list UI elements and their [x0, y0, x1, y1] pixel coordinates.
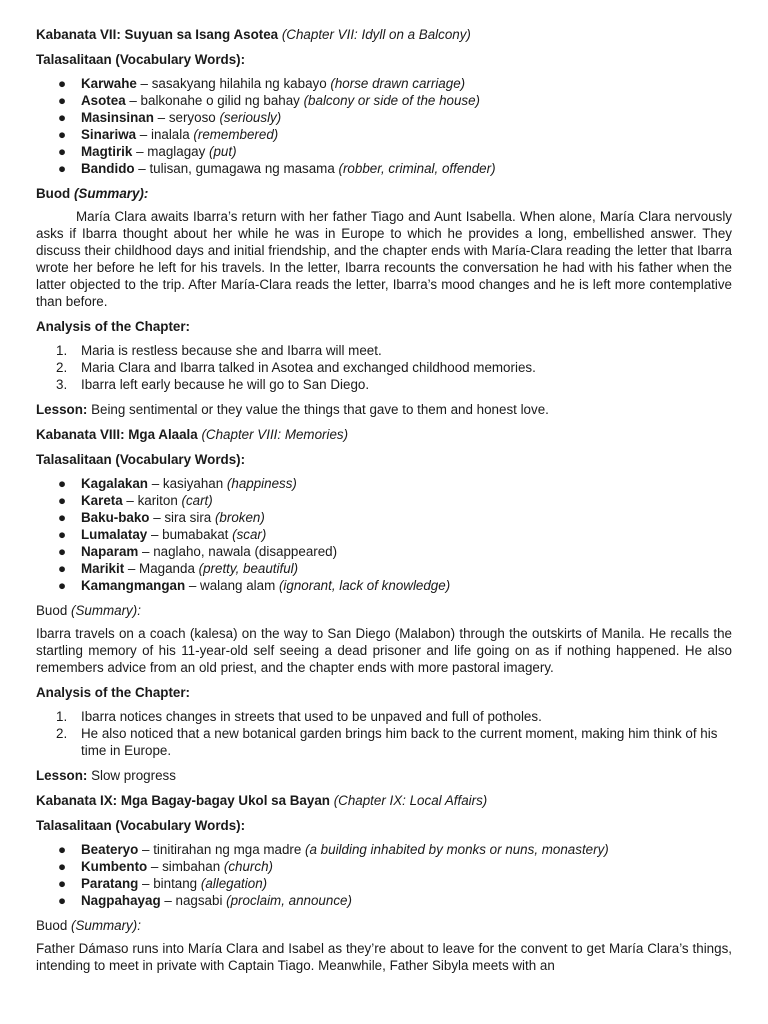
chapter-8-analysis-list: [36, 708, 732, 759]
list-item: ● Karwahe – sasakyang hilahila ng kabayo (horse drawn carriage): [58, 76, 466, 91]
bullet-icon: ●: [58, 110, 67, 125]
bullet-icon: ●: [58, 127, 67, 142]
bullet-icon: ●: [58, 578, 67, 593]
list-item: 2. Maria Clara and Ibarra talked in Asotea and exchanged childhood memories.: [56, 360, 536, 375]
list-item: ● Lumalatay – bumabakat (scar): [58, 527, 267, 542]
chapter-9-summary: Father Dámaso runs into María Clara and Isabel as they’re about to leave for the convent to get María Clara’s things, intending to meet in private with Captain Tiago. Meanwhile, Father Sibyla meets with an: [36, 941, 732, 973]
bullet-icon: ●: [58, 144, 67, 159]
chapter-9-vocab-list: [36, 841, 732, 909]
bullet-icon: ●: [58, 161, 67, 176]
list-item: ● Baku-bako – sira sira (broken): [58, 510, 265, 525]
list-item: 1. Maria is restless because she and Ibarra will meet.: [56, 343, 382, 358]
chapter-8-vocab-list: [36, 475, 732, 594]
chapter-7-lesson: Lesson: Being sentimental or they value the things that gave to them and honest love.: [36, 402, 549, 417]
list-item: 3. Ibarra left early because he will go to San Diego.: [56, 377, 370, 392]
bullet-icon: ●: [58, 561, 67, 576]
bullet-icon: ●: [58, 76, 67, 91]
bullet-icon: ●: [58, 493, 67, 508]
list-item: ● Masinsinan – seryoso (seriously): [58, 110, 282, 125]
chapter-8-summary-heading: Buod (Summary):: [36, 603, 141, 618]
list-item: ● Kumbento – simbahan (church): [58, 859, 273, 874]
chapter-7-vocab-list: [36, 75, 732, 177]
list-item: ● Magtirik – maglagay (put): [58, 144, 237, 159]
bullet-icon: ●: [58, 893, 67, 908]
bullet-icon: ●: [58, 93, 67, 108]
list-item: ● Paratang – bintang (allegation): [58, 876, 268, 891]
chapter-9-title: Kabanata IX: Mga Bagay-bagay Ukol sa Bayan (Chapter IX: Local Affairs): [36, 793, 488, 808]
list-item: ● Beateryo – tinitirahan ng mga madre (a building inhabited by monks or nuns, monastery): [58, 842, 609, 857]
chapter-8-lesson: Lesson: Slow progress: [36, 768, 176, 783]
bullet-icon: ●: [58, 859, 67, 874]
chapter-9-vocab-heading: Talasalitaan (Vocabulary Words):: [36, 818, 246, 833]
list-item: 1. Ibarra notices changes in streets that used to be unpaved and full of potholes.: [56, 709, 542, 724]
list-item: ● Marikit – Maganda (pretty, beautiful): [58, 561, 299, 576]
list-item: ● Nagpahayag – nagsabi (proclaim, announce): [58, 893, 352, 908]
chapter-7-analysis-list: [36, 342, 732, 393]
bullet-icon: ●: [58, 527, 67, 542]
chapter-8-title: Kabanata VIII: Mga Alaala (Chapter VIII: Memories): [36, 427, 349, 442]
chapter-9-summary-heading: Buod (Summary):: [36, 918, 141, 933]
bullet-icon: ●: [58, 476, 67, 491]
list-item: ● Naparam – naglaho, nawala (disappeared): [58, 544, 338, 559]
chapter-8-summary: Ibarra travels on a coach (kalesa) on the way to San Diego (Malabon) through the outskirts of Manila. He recalls the startling memory of his 11-year-old self seeing a dead prisoner and life going on as if nothing happened. He also remembers advice from an old priest, and the chapter ends with more pastoral imagery.: [36, 626, 732, 675]
list-item: ● Kamangmangan – walang alam (ignorant, lack of knowledge): [58, 578, 451, 593]
list-item: ● Sinariwa – inalala (remembered): [58, 127, 279, 142]
bullet-icon: ●: [58, 842, 67, 857]
bullet-icon: ●: [58, 876, 67, 891]
chapter-7-title: Kabanata VII: Suyuan sa Isang Asotea (Chapter VII: Idyll on a Balcony): [36, 27, 471, 42]
chapter-8-analysis-heading: Analysis of the Chapter:: [36, 685, 191, 700]
bullet-icon: ●: [58, 510, 67, 525]
chapter-8-vocab-heading: Talasalitaan (Vocabulary Words):: [36, 452, 246, 467]
bullet-icon: ●: [58, 544, 67, 559]
chapter-7-analysis-heading: Analysis of the Chapter:: [36, 319, 191, 334]
chapter-7-vocab-heading: Talasalitaan (Vocabulary Words):: [36, 52, 246, 67]
chapter-7-summary: María Clara awaits Ibarra’s return with her father Tiago and Aunt Isabella. When alone, María Clara nervously asks if Ibarra thought about her while he was in Europe to which he provides a long, embellished answer. They discuss their childhood days and initial friendship, and the chapter ends with María-Clara reading the letter that Ibarra wrote her before he left for his travels. In the letter, Ibarra recounts the conversation he had with his father when the latter objected to the trip. After María-Clara reads the letter, Ibarra’s mood changes and he is left more contemplative than before.: [36, 209, 732, 309]
list-item: ● Kagalakan – kasiyahan (happiness): [58, 476, 297, 491]
list-item: 2. He also noticed that a new botanical garden brings him back to the current moment, making him think of his time in Europe.: [56, 726, 718, 758]
chapter-7-summary-heading: Buod (Summary):: [36, 186, 149, 201]
list-item: ● Kareta – kariton (cart): [58, 493, 213, 508]
list-item: ● Bandido – tulisan, gumagawa ng masama (robber, criminal, offender): [58, 161, 496, 176]
list-item: ● Asotea – balkonahe o gilid ng bahay (balcony or side of the house): [58, 93, 481, 108]
